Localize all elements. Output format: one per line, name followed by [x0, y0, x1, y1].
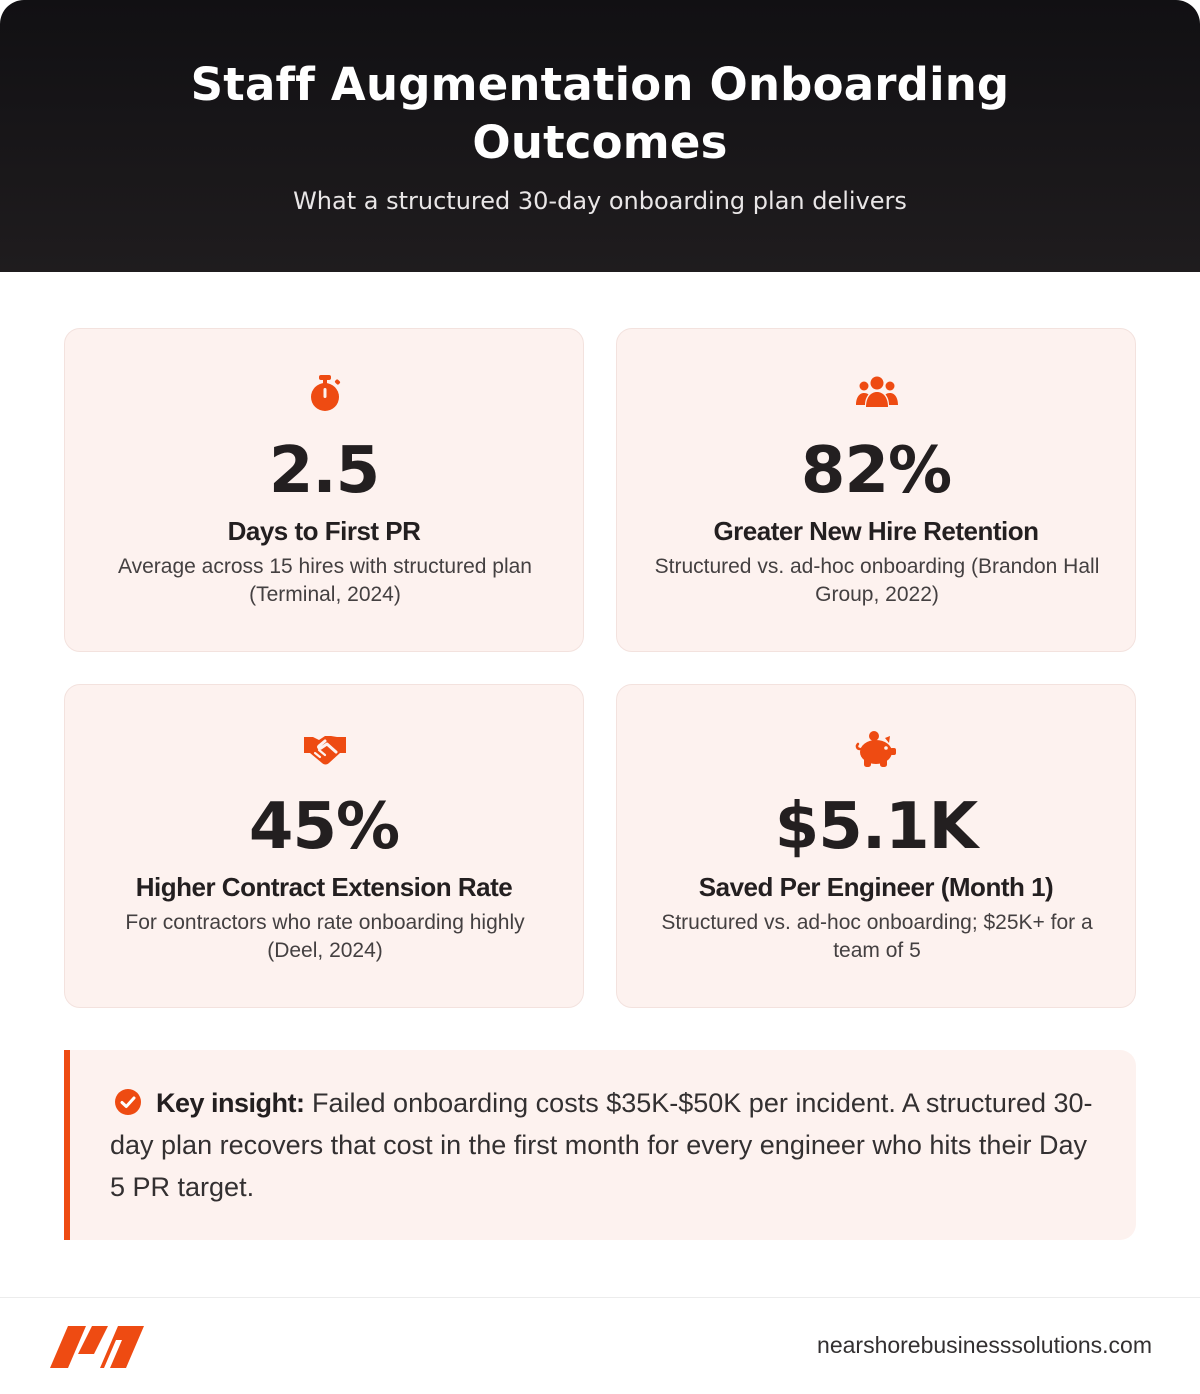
key-insight-body: Failed onboarding costs $35K-$50K per incident. A structured 30-day plan recovers that cost in the first month for every engineer who hits their Day 5 PR target.	[110, 1088, 1093, 1202]
stat-value: 45%	[248, 790, 400, 864]
stat-description: Average across 15 hires with structured plan (Terminal, 2024)	[118, 555, 532, 606]
stat-card-days-to-first-pr	[64, 328, 584, 652]
piggy-bank-icon	[855, 727, 899, 771]
stopwatch-icon	[303, 371, 347, 415]
page-subtitle: What a structured 30-day onboarding plan delivers	[293, 187, 907, 215]
nearshore-logo-icon	[48, 1324, 146, 1370]
stat-card-retention	[616, 328, 1136, 652]
stat-label: Days to First PR	[227, 516, 421, 546]
stat-description: Structured vs. ad-hoc onboarding (Brandon Hall Group, 2022)	[654, 555, 1100, 606]
users-group-icon	[855, 371, 899, 415]
stat-description: For contractors who rate onboarding highly (Deel, 2024)	[125, 911, 525, 962]
check-circle-icon	[114, 1088, 142, 1116]
stat-description: Structured vs. ad-hoc onboarding; $25K+ for a team of 5	[661, 911, 1093, 962]
stat-card-contract-extension	[64, 684, 584, 1008]
stat-label: Greater New Hire Retention	[713, 516, 1039, 546]
header-banner	[0, 0, 1200, 272]
key-insight-text	[110, 1082, 1100, 1208]
stat-value: $5.1K	[774, 790, 978, 864]
website-link[interactable]: nearshorebusinesssolutions.com	[817, 1332, 1152, 1358]
stat-value: 82%	[800, 434, 952, 508]
stat-value: 2.5	[268, 434, 380, 508]
stat-card-savings	[616, 684, 1136, 1008]
handshake-icon	[303, 727, 347, 771]
key-insight-label: Key insight:	[156, 1088, 305, 1118]
key-insight-callout	[64, 1050, 1136, 1240]
footer	[0, 1297, 1200, 1394]
page-title: Staff Augmentation Onboarding Outcomes	[190, 58, 1010, 169]
stat-label: Saved Per Engineer (Month 1)	[698, 872, 1054, 902]
stat-label: Higher Contract Extension Rate	[135, 872, 513, 902]
